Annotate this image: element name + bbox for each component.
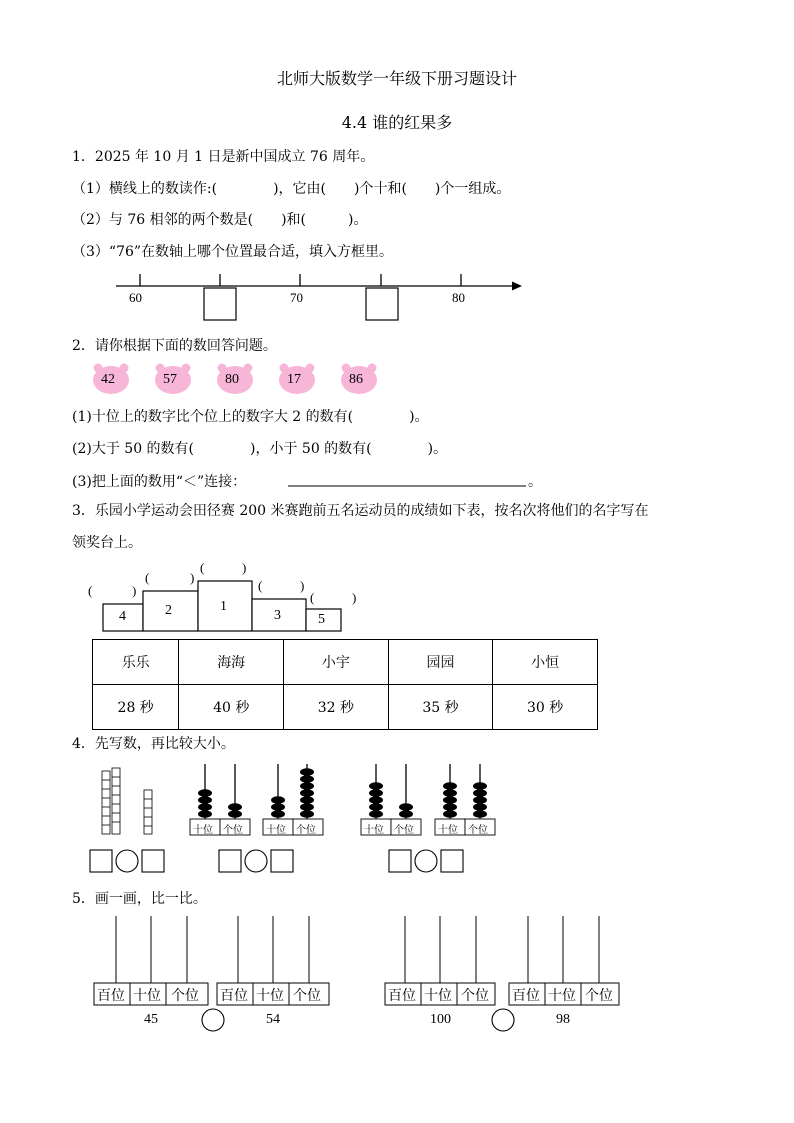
compare2-left-number: 100 (430, 1012, 451, 1027)
table-row-names (93, 640, 598, 685)
q2-part2: (2)大于 50 的数有( )，小于 50 的数有( )。 (72, 441, 448, 457)
time-cell: 30 秒 (493, 685, 598, 730)
number-17: 17 (287, 372, 301, 387)
pv1-tens-label: 十位 (133, 989, 161, 1004)
answer-box-2[interactable] (366, 288, 398, 320)
podium-rank-2: 2 (165, 603, 172, 618)
podium-rank-5: 5 (318, 612, 325, 627)
q1-part1: （1）横线上的数读作:( )，它由( )个十和( )个一组成。 (72, 181, 511, 197)
name-cell: 小宇 (284, 640, 389, 685)
time-cell: 40 秒 (179, 685, 284, 730)
q1-part2: （2）与 76 相邻的两个数是( )和( )。 (72, 212, 368, 228)
abacus-2-ones-label: 个位 (296, 825, 316, 836)
q2-part3: (3)把上面的数用“＜”连接： (72, 474, 247, 490)
podium-2-bracket-close: ) (190, 570, 195, 585)
pv3-hundreds-label: 百位 (388, 989, 416, 1004)
q4-stem: 4．先写数，再比较大小。 (72, 736, 235, 752)
podium-5-bracket-open: ( (310, 590, 315, 605)
podium-4-bracket-close: ) (132, 583, 137, 598)
table-row-times (93, 685, 598, 730)
q2-part3-end: 。 (528, 474, 542, 490)
tens-sticks (102, 768, 152, 834)
tick-label-70: 70 (290, 290, 303, 305)
pv4-hundreds-label: 百位 (512, 989, 540, 1004)
abacus-1-ones-label: 个位 (223, 825, 243, 836)
q2-stem: 2．请你根据下面的数回答问题。 (72, 338, 277, 354)
podium-rank-4: 4 (119, 609, 126, 624)
place-value-rods (116, 916, 599, 983)
podium-1-bracket-close: ) (242, 560, 247, 575)
compare1-left-number: 45 (144, 1012, 158, 1027)
number-57: 57 (163, 372, 177, 387)
abacus-3-ones-label: 个位 (394, 825, 414, 836)
q3-stem-line2: 领奖台上。 (72, 535, 142, 551)
pv4-ones-label: 个位 (585, 989, 613, 1004)
number-line (116, 274, 522, 291)
abacus-2-tens-label: 十位 (266, 825, 286, 836)
pv2-ones-label: 个位 (293, 989, 321, 1004)
podium-2-bracket-open: ( (145, 570, 150, 585)
name-cell: 海海 (179, 640, 284, 685)
name-cell: 园园 (388, 640, 493, 685)
pv3-ones-label: 个位 (461, 989, 489, 1004)
q5-compare-circle-2[interactable] (492, 1009, 514, 1031)
compare1-right-number: 54 (266, 1012, 280, 1027)
q2-part1: (1)十位上的数字比个位上的数字大 2 的数有( )。 (72, 409, 429, 425)
pv1-hundreds-label: 百位 (97, 989, 125, 1004)
number-80: 80 (225, 372, 239, 387)
lesson-title: 4.4 谁的红果多 (341, 113, 453, 132)
q1-part3: （3）“76”在数轴上哪个位置最合适，填入方框里。 (72, 244, 394, 260)
pv1-ones-label: 个位 (171, 989, 199, 1004)
podium-3-bracket-open: ( (258, 578, 263, 593)
answer-box-1[interactable] (204, 288, 236, 320)
abacus-1-tens-label: 十位 (193, 825, 213, 836)
podium-1-bracket-open: ( (200, 560, 205, 575)
tick-label-60: 60 (129, 290, 142, 305)
number-86: 86 (349, 372, 363, 387)
pv3-tens-label: 十位 (424, 989, 452, 1004)
tick-label-80: 80 (452, 290, 465, 305)
abacus-3-tens-label: 十位 (364, 825, 384, 836)
q5-stem: 5．画一画，比一比。 (72, 891, 207, 907)
podium-3-bracket-close: ) (300, 578, 305, 593)
name-cell: 乐乐 (93, 640, 179, 685)
number-42: 42 (101, 372, 115, 387)
q1-stem: 1．2025 年 10 月 1 日是新中国成立 76 周年。 (72, 149, 375, 165)
podium-5-bracket-close: ) (352, 590, 357, 605)
time-cell: 32 秒 (284, 685, 389, 730)
q3-stem-line1: 3．乐园小学运动会田径赛 200 米赛跑前五名运动员的成绩如下表，按名次将他们的名字写在 (72, 503, 649, 519)
abacus-beads (198, 768, 487, 818)
time-cell: 35 秒 (388, 685, 493, 730)
pv2-tens-label: 十位 (256, 989, 284, 1004)
abacus-rods (205, 764, 480, 819)
podium-rank-3: 3 (274, 608, 281, 623)
compare2-right-number: 98 (556, 1012, 570, 1027)
page-title: 北师大版数学一年级下册习题设计 (276, 69, 517, 88)
pv4-tens-label: 十位 (548, 989, 576, 1004)
podium-4-bracket-open: ( (88, 583, 93, 598)
podium-rank-1: 1 (220, 599, 227, 614)
abacus-4-ones-label: 个位 (468, 825, 488, 836)
abacus-4-tens-label: 十位 (438, 825, 458, 836)
time-cell: 28 秒 (93, 685, 179, 730)
q5-compare-circle-1[interactable] (202, 1009, 224, 1031)
name-cell: 小恒 (493, 640, 598, 685)
q4-answer-shapes[interactable] (90, 850, 463, 872)
pv2-hundreds-label: 百位 (220, 989, 248, 1004)
results-table (92, 639, 598, 730)
